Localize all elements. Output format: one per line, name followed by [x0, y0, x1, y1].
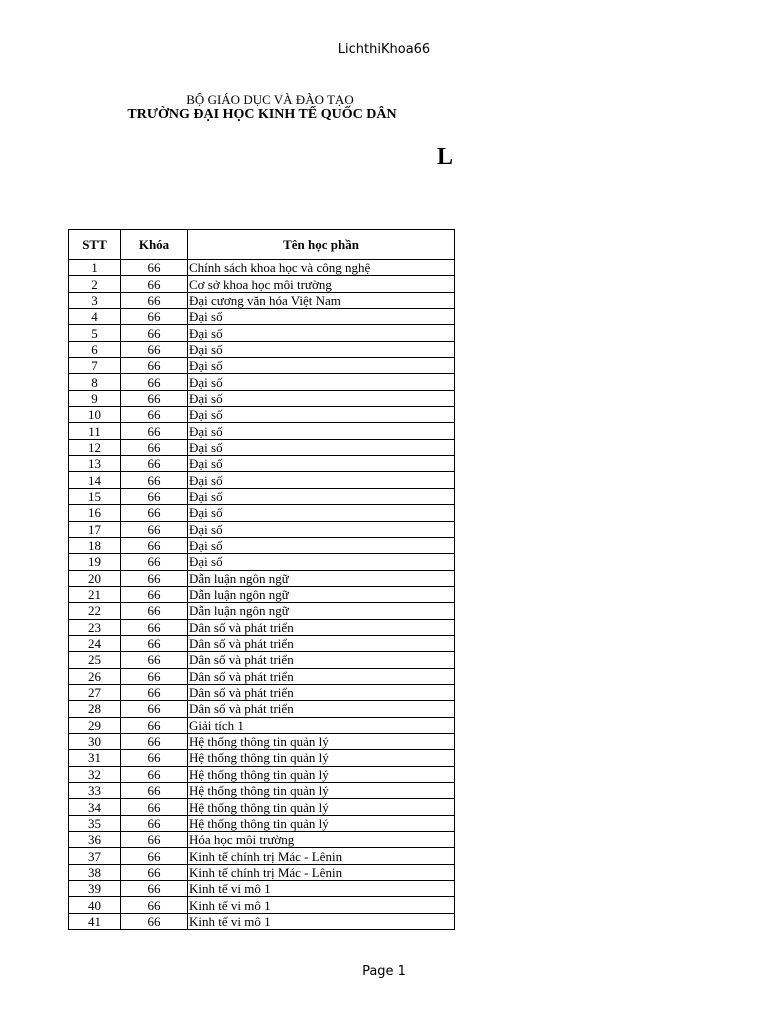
table-row [69, 783, 455, 799]
khoa-cell: 66 [121, 668, 188, 684]
course-name-cell: Đại số [188, 309, 455, 325]
course-name-cell: Đại số [188, 407, 455, 423]
stt-cell: 19 [69, 554, 121, 570]
khoa-cell: 66 [121, 423, 188, 439]
khoa-cell: 66 [121, 325, 188, 341]
table-row [69, 276, 455, 292]
stt-cell: 24 [69, 635, 121, 651]
khoa-cell: 66 [121, 358, 188, 374]
table-row [69, 717, 455, 733]
course-name-cell: Hệ thống thông tin quản lý [188, 766, 455, 782]
table-row [69, 815, 455, 831]
table-row [69, 407, 455, 423]
course-name-cell: Dẫn luận ngôn ngữ [188, 570, 455, 586]
table-row [69, 472, 455, 488]
khoa-cell: 66 [121, 390, 188, 406]
table-row [69, 423, 455, 439]
table-row [69, 635, 455, 651]
course-name-cell: Dân số và phát triển [188, 668, 455, 684]
course-name-cell: Dân số và phát triển [188, 652, 455, 668]
khoa-cell: 66 [121, 407, 188, 423]
table-row [69, 521, 455, 537]
table-row [69, 570, 455, 586]
table-row [69, 554, 455, 570]
table-row [69, 799, 455, 815]
khoa-cell: 66 [121, 783, 188, 799]
stt-cell: 20 [69, 570, 121, 586]
table-row [69, 750, 455, 766]
stt-cell: 16 [69, 505, 121, 521]
khoa-cell: 66 [121, 586, 188, 602]
table-row [69, 881, 455, 897]
stt-cell: 31 [69, 750, 121, 766]
table-row [69, 897, 455, 913]
table-row [69, 603, 455, 619]
course-name-cell: Hệ thống thông tin quản lý [188, 815, 455, 831]
course-name-cell: Dân số và phát triển [188, 619, 455, 635]
khoa-cell: 66 [121, 292, 188, 308]
stt-cell: 5 [69, 325, 121, 341]
stt-cell: 1 [69, 260, 121, 276]
stt-cell: 3 [69, 292, 121, 308]
table-row [69, 619, 455, 635]
table-row [69, 668, 455, 684]
course-name-cell: Hệ thống thông tin quản lý [188, 750, 455, 766]
table-row [69, 325, 455, 341]
stt-cell: 9 [69, 390, 121, 406]
course-name-cell: Dân số và phát triển [188, 635, 455, 651]
course-name-cell: Đại số [188, 341, 455, 357]
khoa-cell: 66 [121, 309, 188, 325]
document-title: L [437, 144, 454, 170]
table-row [69, 684, 455, 700]
khoa-cell: 66 [121, 521, 188, 537]
khoa-cell: 66 [121, 276, 188, 292]
khoa-cell: 66 [121, 864, 188, 880]
table-row [69, 505, 455, 521]
khoa-cell: 66 [121, 717, 188, 733]
stt-cell: 34 [69, 799, 121, 815]
table-row [69, 586, 455, 602]
khoa-cell: 66 [121, 684, 188, 700]
stt-cell: 12 [69, 439, 121, 455]
course-name-cell: Kinh tế chính trị Mác - Lênin [188, 864, 455, 880]
stt-cell: 38 [69, 864, 121, 880]
table-row [69, 439, 455, 455]
stt-cell: 33 [69, 783, 121, 799]
khoa-cell: 66 [121, 472, 188, 488]
table-row [69, 260, 455, 276]
course-name-cell: Giải tích 1 [188, 717, 455, 733]
course-name-cell: Dẫn luận ngôn ngữ [188, 603, 455, 619]
khoa-cell: 66 [121, 701, 188, 717]
course-name-cell: Hệ thống thông tin quản lý [188, 799, 455, 815]
course-name-cell: Đại số [188, 488, 455, 504]
stt-cell: 4 [69, 309, 121, 325]
stt-cell: 32 [69, 766, 121, 782]
course-name-cell: Đại số [188, 505, 455, 521]
table-row [69, 766, 455, 782]
stt-cell: 22 [69, 603, 121, 619]
khoa-cell: 66 [121, 260, 188, 276]
khoa-cell: 66 [121, 488, 188, 504]
khoa-cell: 66 [121, 456, 188, 472]
khoa-cell: 66 [121, 733, 188, 749]
course-name-cell: Hóa học môi trường [188, 832, 455, 848]
khoa-cell: 66 [121, 341, 188, 357]
khoa-cell: 66 [121, 766, 188, 782]
khoa-cell: 66 [121, 603, 188, 619]
course-name-cell: Dân số và phát triển [188, 684, 455, 700]
table-row [69, 913, 455, 929]
table-row [69, 456, 455, 472]
khoa-cell: 66 [121, 537, 188, 553]
khoa-cell: 66 [121, 652, 188, 668]
stt-cell: 29 [69, 717, 121, 733]
stt-cell: 6 [69, 341, 121, 357]
course-name-cell: Kinh tế chính trị Mác - Lênin [188, 848, 455, 864]
course-name-cell: Đại số [188, 521, 455, 537]
page-header: LichthiKhoa66 [337, 42, 431, 57]
khoa-cell: 66 [121, 913, 188, 929]
course-name-cell: Dân số và phát triển [188, 701, 455, 717]
table-row [69, 374, 455, 390]
exam-schedule-table [68, 229, 455, 930]
stt-cell: 36 [69, 832, 121, 848]
stt-cell: 40 [69, 897, 121, 913]
khoa-cell: 66 [121, 635, 188, 651]
khoa-cell: 66 [121, 881, 188, 897]
stt-cell: 15 [69, 488, 121, 504]
course-name-cell: Đại số [188, 439, 455, 455]
table-row [69, 848, 455, 864]
khoa-cell: 66 [121, 554, 188, 570]
stt-cell: 2 [69, 276, 121, 292]
stt-cell: 26 [69, 668, 121, 684]
stt-cell: 11 [69, 423, 121, 439]
table-header-row [69, 230, 455, 260]
course-name-cell: Đại số [188, 358, 455, 374]
course-name-cell: Đại số [188, 325, 455, 341]
page-footer: Page 1 [362, 964, 406, 979]
table-row [69, 358, 455, 374]
stt-cell: 13 [69, 456, 121, 472]
stt-cell: 37 [69, 848, 121, 864]
stt-cell: 21 [69, 586, 121, 602]
stt-cell: 10 [69, 407, 121, 423]
khoa-cell: 66 [121, 374, 188, 390]
table-row [69, 733, 455, 749]
course-name-cell: Đại số [188, 390, 455, 406]
column-header-khoa: Khóa [121, 230, 188, 260]
khoa-cell: 66 [121, 750, 188, 766]
table-row [69, 701, 455, 717]
stt-cell: 17 [69, 521, 121, 537]
course-name-cell: Kinh tế vi mô 1 [188, 881, 455, 897]
stt-cell: 41 [69, 913, 121, 929]
khoa-cell: 66 [121, 570, 188, 586]
table-row [69, 652, 455, 668]
course-name-cell: Đại số [188, 472, 455, 488]
stt-cell: 7 [69, 358, 121, 374]
khoa-cell: 66 [121, 619, 188, 635]
course-name-cell: Đại số [188, 423, 455, 439]
khoa-cell: 66 [121, 832, 188, 848]
column-header-ten-hoc-phan: Tên học phần [188, 230, 455, 260]
stt-cell: 27 [69, 684, 121, 700]
course-name-cell: Đại số [188, 554, 455, 570]
course-name-cell: Dẫn luận ngôn ngữ [188, 586, 455, 602]
course-name-cell: Kinh tế vi mô 1 [188, 897, 455, 913]
table-row [69, 309, 455, 325]
khoa-cell: 66 [121, 439, 188, 455]
table-row [69, 537, 455, 553]
table-row [69, 341, 455, 357]
khoa-cell: 66 [121, 799, 188, 815]
table-row [69, 390, 455, 406]
khoa-cell: 66 [121, 848, 188, 864]
stt-cell: 14 [69, 472, 121, 488]
course-name-cell: Hệ thống thông tin quản lý [188, 783, 455, 799]
course-name-cell: Đại số [188, 374, 455, 390]
stt-cell: 25 [69, 652, 121, 668]
course-name-cell: Kinh tế vi mô 1 [188, 913, 455, 929]
khoa-cell: 66 [121, 505, 188, 521]
stt-cell: 23 [69, 619, 121, 635]
table-row [69, 864, 455, 880]
stt-cell: 8 [69, 374, 121, 390]
khoa-cell: 66 [121, 897, 188, 913]
course-name-cell: Đại số [188, 456, 455, 472]
stt-cell: 18 [69, 537, 121, 553]
course-name-cell: Hệ thống thông tin quản lý [188, 733, 455, 749]
university-name: TRƯỜNG ĐẠI HỌC KINH TẾ QUỐC DÂN [127, 107, 397, 122]
stt-cell: 30 [69, 733, 121, 749]
ministry-name: BỘ GIÁO DỤC VÀ ĐÀO TẠO [186, 92, 354, 107]
table-row [69, 488, 455, 504]
table-row [69, 292, 455, 308]
course-name-cell: Chính sách khoa học và công nghệ [188, 260, 455, 276]
course-name-cell: Cơ sở khoa học môi trường [188, 276, 455, 292]
stt-cell: 39 [69, 881, 121, 897]
khoa-cell: 66 [121, 815, 188, 831]
course-name-cell: Đại cương văn hóa Việt Nam [188, 292, 455, 308]
course-name-cell: Đại số [188, 537, 455, 553]
stt-cell: 35 [69, 815, 121, 831]
table-row [69, 832, 455, 848]
stt-cell: 28 [69, 701, 121, 717]
column-header-stt: STT [69, 230, 121, 260]
